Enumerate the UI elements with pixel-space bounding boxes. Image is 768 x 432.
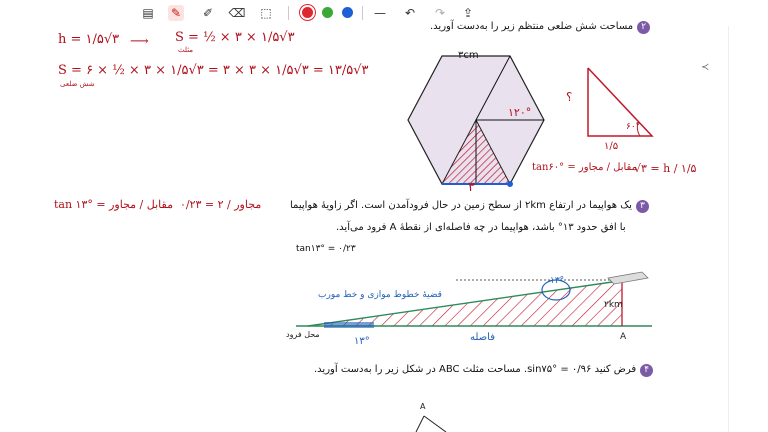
ratio-equation: ۰/۲۳ = ۲ / مجاور bbox=[180, 198, 262, 211]
landing-label: محل فرود bbox=[286, 330, 320, 339]
q3-line2: با افق حدود ۱۳° باشد، هواپیما در چه فاصله‌ای از نقطهٔ A فرود می‌آید. bbox=[336, 222, 626, 233]
root3-equation: √۳ = h / ۱/۵ bbox=[634, 162, 697, 175]
angle-120-label: ۱۲۰° bbox=[508, 106, 532, 119]
lasso-icon[interactable]: ⬚ bbox=[260, 6, 272, 20]
line-tool-icon[interactable]: — bbox=[374, 6, 386, 20]
s-label: مثلث bbox=[178, 46, 194, 54]
toolbar-divider bbox=[362, 6, 363, 20]
pen-icon[interactable]: ✎ bbox=[168, 5, 184, 21]
height-2km-label: ۲km bbox=[604, 300, 623, 310]
tri-height-q: ؟ bbox=[566, 90, 573, 104]
drawing-toolbar bbox=[0, 0, 768, 27]
q4-triangle-figure bbox=[410, 412, 450, 432]
export-icon[interactable]: ⇪ bbox=[462, 6, 474, 20]
eraser-icon[interactable]: ⌫ bbox=[228, 6, 246, 20]
right-triangle-sketch bbox=[580, 62, 660, 142]
hex-label: شش ضلعی bbox=[60, 80, 95, 88]
point-a-label: A bbox=[620, 332, 627, 342]
toolbar-divider bbox=[288, 6, 289, 20]
hex-side-label: ۳cm bbox=[458, 50, 479, 61]
color-red-swatch[interactable] bbox=[302, 7, 313, 18]
q3-hint: tan۱۳° = ۰/۲۳ bbox=[296, 244, 356, 254]
tan60-equation: tan۶۰° = مقابل / مجاور bbox=[532, 162, 637, 173]
tan13-equation: tan ۱۳° = مقابل / مجاور bbox=[54, 198, 173, 211]
h-equation: h = ۱/۵√۳ bbox=[58, 32, 120, 47]
q2-title: ۲مساحت شش ضلعی منتظم زیر را به‌دست آورید. bbox=[430, 21, 650, 34]
s-equation: S = ½ × ۳ × ۱/۵√۳ bbox=[175, 30, 295, 45]
parallel-lines-note: قضیهٔ خطوط موازی و خط مورب bbox=[318, 290, 442, 300]
q4-text: ۴فرض کنید ۰/۹۶ = sin۷۵°. مساحت مثلث ABC در شکل زیر را به‌دست آورید. bbox=[314, 364, 653, 377]
color-green-swatch[interactable] bbox=[322, 7, 333, 18]
distance-note: فاصله bbox=[470, 332, 495, 343]
angle-13-bottom: ۱۳° bbox=[354, 336, 370, 347]
tri-angle-60: ۶۰° bbox=[626, 122, 641, 132]
q2-number-badge: ۲ bbox=[637, 21, 650, 34]
q3-number-badge: ۳ bbox=[636, 200, 649, 213]
page-edge bbox=[728, 26, 729, 432]
color-blue-swatch[interactable] bbox=[342, 7, 353, 18]
q3-line1: ۳یک هواپیما در ارتفاع ۲km از سطح زمین در حال فرودآمدن است. اگر زاویهٔ هواپیما bbox=[290, 200, 649, 213]
angle-13-note: ۱۳° bbox=[550, 276, 565, 286]
tri-base-15: ۱/۵ bbox=[604, 141, 619, 152]
hex-area-equation: S = ۶ × ½ × ۳ × ۱/۵√۳ = ۳ × ۳ × ۱/۵√۳ = ۱۳/۵√۳ bbox=[58, 63, 369, 78]
highlighter-icon[interactable]: ✐ bbox=[202, 6, 214, 20]
page-marker: ≺ bbox=[701, 62, 710, 73]
q4-number-badge: ۴ bbox=[640, 364, 653, 377]
redo-icon[interactable]: ↷ bbox=[434, 6, 446, 20]
arrow-icon: ⟶ bbox=[130, 34, 149, 49]
hex-base-3: ۳ bbox=[468, 180, 475, 195]
hexagon-figure bbox=[400, 48, 550, 196]
q4-vertex-a: A bbox=[420, 402, 426, 411]
undo-icon[interactable]: ↶ bbox=[404, 6, 416, 20]
notes-icon[interactable]: ▤ bbox=[142, 6, 154, 20]
